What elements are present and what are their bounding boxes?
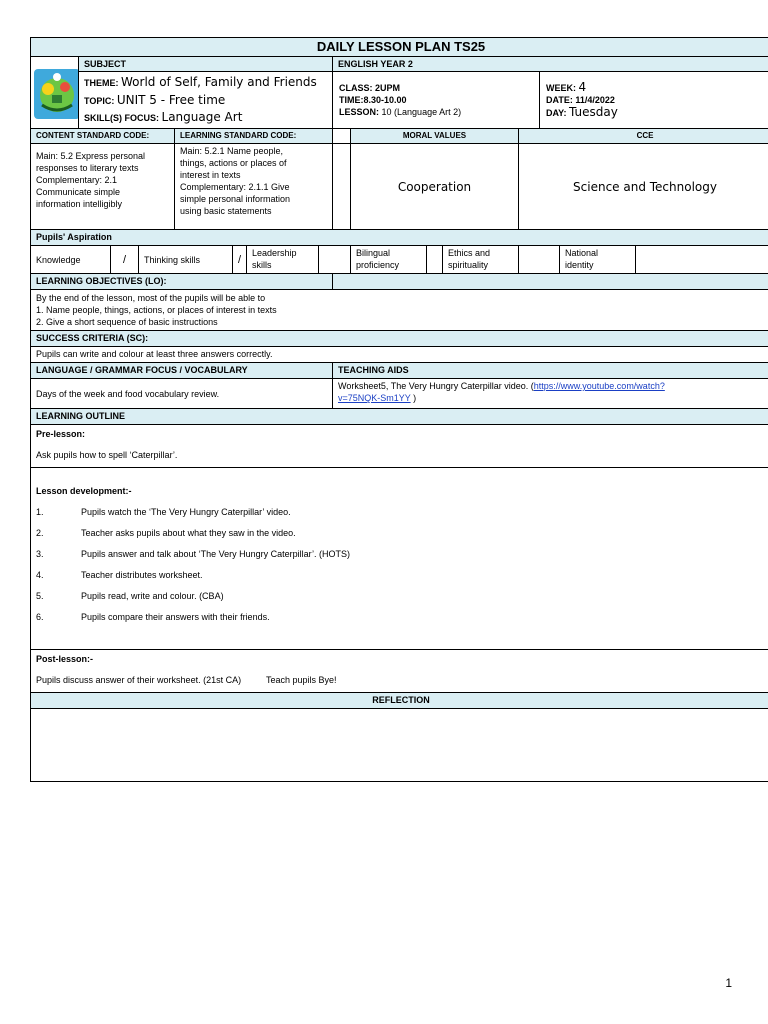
- lesson-label: LESSON:: [339, 107, 380, 117]
- content-standard-label: CONTENT STANDARD CODE:: [31, 129, 175, 144]
- post-lesson-text-2: Teach pupils Bye!: [265, 675, 337, 685]
- page-number: 1: [725, 976, 732, 990]
- post-lesson-label: Post-lesson:-: [36, 654, 94, 664]
- topic-value: UNIT 5 - Free time: [116, 93, 226, 107]
- aspiration-knowledge: Knowledge: [31, 246, 111, 274]
- lo-header-row: [31, 274, 768, 290]
- lo-row: [31, 290, 768, 331]
- aids-link-2[interactable]: v=75NQK-Sm1YY: [338, 393, 411, 403]
- page-title: DAILY LESSON PLAN TS25: [31, 38, 768, 57]
- lo-text: By the end of the lesson, most of the pupils will be able to 1. Name people, things, actions, or places of interest in texts 2. Give a short sequence of basic instructions: [31, 290, 768, 331]
- aspiration-leadership: Leadership skills: [247, 246, 319, 274]
- reflection-area[interactable]: [31, 709, 768, 782]
- list-item: 2. Teacher asks pupils about what they saw in the video.: [36, 528, 296, 538]
- skill-value: Language Art: [161, 110, 243, 124]
- school-logo-cell: [31, 57, 79, 129]
- learning-standard-text: Main: 5.2.1 Name people, things, actions or places of interest in texts Complementary: 2.1.1 Give simple personal information using basic statements: [175, 144, 333, 230]
- list-item: 5. Pupils read, write and colour. (CBA): [36, 591, 224, 601]
- aspiration-national: National identity: [560, 246, 636, 274]
- reflection-header-row: [31, 693, 768, 709]
- aspiration-knowledge-mark: /: [111, 246, 139, 274]
- lesson-plan-table: [30, 37, 768, 782]
- theme-label: THEME:: [84, 78, 119, 88]
- standards-header-row: [31, 129, 768, 144]
- pre-lesson-text: Ask pupils how to spell ‘Caterpillar’.: [36, 450, 178, 460]
- week-label: WEEK:: [546, 83, 576, 93]
- week-date-day-cell: [540, 72, 768, 129]
- subject-row: [31, 57, 768, 72]
- topic-label: TOPIC:: [84, 96, 115, 106]
- cce-label: CCE: [519, 129, 768, 144]
- aids-link-1[interactable]: https://www.youtube.com/watch?: [533, 381, 665, 391]
- lang-text: Days of the week and food vocabulary review.: [31, 379, 333, 409]
- lesson-value: 10 (Language Art 2): [381, 107, 462, 117]
- list-item: 4. Teacher distributes worksheet.: [36, 570, 203, 580]
- day-value: Tuesday: [569, 105, 618, 119]
- moral-value-text: Cooperation: [351, 144, 519, 230]
- aspiration-ethics: Ethics and spirituality: [443, 246, 519, 274]
- time-line: TIME:8.30-10.00: [339, 95, 407, 105]
- reflection-label: REFLECTION: [31, 693, 768, 709]
- aids-text: Worksheet5, The Very Hungry Caterpillar video. (: [338, 381, 534, 391]
- list-item: 1. Pupils watch the ‘The Very Hungry Caterpillar’ video.: [36, 507, 291, 517]
- subject-value: ENGLISH YEAR 2: [333, 57, 768, 72]
- lesson-development-label: Lesson development:-: [36, 486, 132, 496]
- class-line: CLASS: 2UPM: [339, 83, 401, 93]
- pre-lesson-row: [31, 425, 768, 468]
- skill-label: SKILL(S) FOCUS:: [84, 113, 159, 123]
- moral-values-label: MORAL VALUES: [351, 129, 519, 144]
- date-value: 11/4/2022: [575, 95, 615, 105]
- lesson-plan-sheet: [30, 37, 751, 782]
- class-time-lesson-cell: [333, 72, 540, 129]
- aspiration-thinking-mark: /: [233, 246, 247, 274]
- list-item: 6. Pupils compare their answers with their friends.: [36, 612, 270, 622]
- outline-label: LEARNING OUTLINE: [31, 409, 768, 425]
- list-item: 3. Pupils answer and talk about ‘The Very Hungry Caterpillar’. (HOTS): [36, 549, 350, 559]
- aspiration-thinking: Thinking skills: [139, 246, 233, 274]
- outline-header-row: [31, 409, 768, 425]
- day-label: DAY:: [546, 108, 567, 118]
- post-lesson-cell: [31, 650, 768, 693]
- cce-value-text: Science and Technology: [519, 144, 768, 230]
- lang-aids-row: [31, 379, 768, 409]
- content-standard-text: Main: 5.2 Express personal responses to literary texts Complementary: 2.1 Communicate simple information intelligibly: [31, 144, 175, 230]
- week-value: 4: [578, 80, 587, 94]
- theme-value: World of Self, Family and Friends: [121, 75, 317, 89]
- sc-text: Pupils can write and colour at least three answers correctly.: [31, 347, 768, 363]
- aspiration-bilingual: Bilingual proficiency: [351, 246, 427, 274]
- aids-cell: Worksheet5, The Very Hungry Caterpillar video. (https://www.youtube.com/watch? v=75NQK-Sm1YY ): [333, 379, 768, 409]
- title-row: [31, 38, 768, 57]
- sc-row: [31, 347, 768, 363]
- post-lesson-row: [31, 650, 768, 693]
- subject-label: SUBJECT: [79, 57, 333, 72]
- pre-lesson-label: Pre-lesson:: [36, 429, 86, 439]
- sc-label: SUCCESS CRITERIA (SC):: [31, 331, 768, 347]
- aspiration-header-row: [31, 230, 768, 246]
- aspiration-label: Pupils' Aspiration: [31, 230, 768, 246]
- aids-label: TEACHING AIDS: [333, 363, 768, 379]
- lang-label: LANGUAGE / GRAMMAR FOCUS / VOCABULARY: [31, 363, 333, 379]
- lesson-development-cell: [31, 468, 768, 650]
- lesson-development-row: [31, 468, 768, 650]
- theme-topic-skill-cell: [79, 72, 333, 129]
- school-logo-icon: [34, 69, 79, 119]
- standards-content-row: [31, 144, 768, 230]
- post-lesson-text: Pupils discuss answer of their worksheet. (21st CA): [36, 675, 242, 685]
- reflection-row: [31, 709, 768, 782]
- aspiration-row: [31, 246, 768, 274]
- pre-lesson-cell: [31, 425, 768, 468]
- sc-header-row: [31, 331, 768, 347]
- lo-label: LEARNING OBJECTIVES (LO):: [31, 274, 333, 290]
- date-label: DATE:: [546, 95, 573, 105]
- learning-standard-label: LEARNING STANDARD CODE:: [175, 129, 333, 144]
- lang-aids-header-row: [31, 363, 768, 379]
